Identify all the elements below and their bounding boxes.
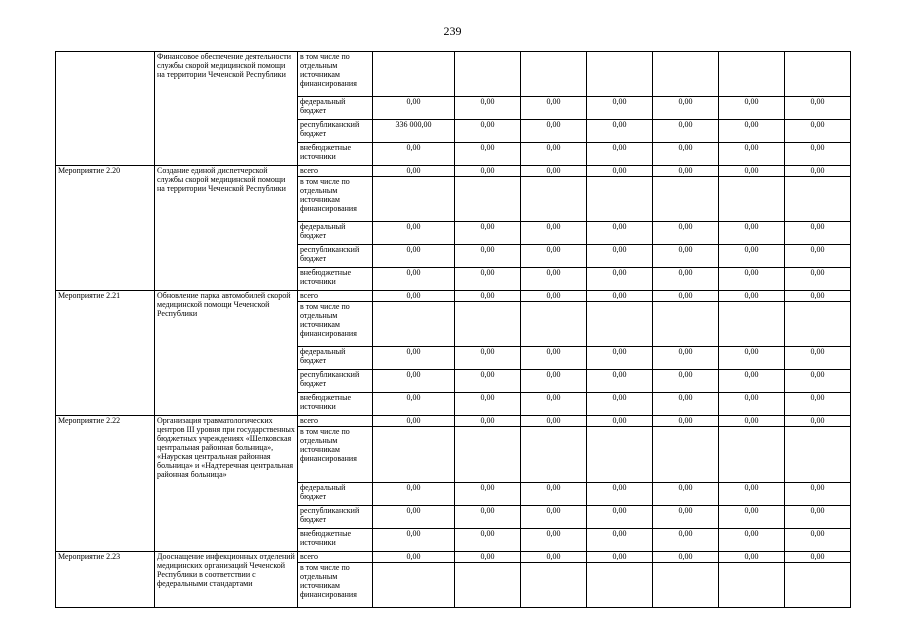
event-number — [56, 52, 155, 166]
amount-cell: 0,00 — [653, 245, 719, 268]
funding-source: республиканский бюджет — [298, 245, 373, 268]
amount-cell — [719, 427, 785, 483]
event-name: Финансовое обеспечение деятельности службы скорой медицинской помощи на территории Чеченской Республики — [155, 52, 298, 166]
funding-source: республиканский бюджет — [298, 120, 373, 143]
amount-cell: 0,00 — [719, 552, 785, 563]
amount-cell — [373, 563, 455, 608]
amount-cell: 0,00 — [373, 416, 455, 427]
amount-cell: 0,00 — [455, 166, 521, 177]
amount-cell: 0,00 — [785, 393, 851, 416]
amount-cell — [373, 177, 455, 222]
table-row — [56, 52, 851, 97]
amount-cell: 0,00 — [719, 347, 785, 370]
amount-cell — [719, 563, 785, 608]
amount-cell: 0,00 — [719, 393, 785, 416]
amount-cell: 0,00 — [521, 222, 587, 245]
amount-cell: 0,00 — [719, 245, 785, 268]
amount-cell: 0,00 — [785, 97, 851, 120]
event-name: Обновление парка автомобилей скорой медицинской помощи Чеченской Республики — [155, 291, 298, 416]
amount-cell: 0,00 — [373, 483, 455, 506]
amount-cell: 0,00 — [653, 347, 719, 370]
amount-cell — [785, 177, 851, 222]
amount-cell: 0,00 — [521, 291, 587, 302]
event-name: Организация травматологических центров III уровня при государственных бюджетных учреждениях «Шелковская центральная районная больница», «Наурская центральная районная больница» и «Надтеречная центральная районная больница» — [155, 416, 298, 552]
amount-cell: 0,00 — [653, 483, 719, 506]
funding-source: всего — [298, 552, 373, 563]
funding-source: федеральный бюджет — [298, 97, 373, 120]
event-number: Мероприятие 2.23 — [56, 552, 155, 608]
amount-cell: 0,00 — [587, 222, 653, 245]
event-number: Мероприятие 2.20 — [56, 166, 155, 291]
funding-source: всего — [298, 166, 373, 177]
amount-cell: 0,00 — [373, 291, 455, 302]
amount-cell: 0,00 — [785, 347, 851, 370]
amount-cell: 0,00 — [455, 222, 521, 245]
amount-cell: 0,00 — [373, 552, 455, 563]
amount-cell — [373, 302, 455, 347]
amount-cell: 0,00 — [455, 268, 521, 291]
funding-source: внебюджетные источники — [298, 143, 373, 166]
amount-cell — [521, 427, 587, 483]
table-row — [56, 552, 851, 563]
event-number: Мероприятие 2.22 — [56, 416, 155, 552]
table-row — [56, 416, 851, 427]
amount-cell: 0,00 — [521, 347, 587, 370]
amount-cell: 0,00 — [653, 370, 719, 393]
amount-cell — [455, 563, 521, 608]
amount-cell — [587, 52, 653, 97]
amount-cell — [521, 302, 587, 347]
amount-cell: 0,00 — [455, 370, 521, 393]
amount-cell: 0,00 — [653, 222, 719, 245]
amount-cell: 0,00 — [373, 268, 455, 291]
amount-cell: 0,00 — [653, 506, 719, 529]
amount-cell: 0,00 — [521, 245, 587, 268]
amount-cell: 0,00 — [373, 143, 455, 166]
amount-cell: 0,00 — [521, 166, 587, 177]
amount-cell: 0,00 — [653, 166, 719, 177]
amount-cell: 336 000,00 — [373, 120, 455, 143]
amount-cell: 0,00 — [455, 416, 521, 427]
amount-cell: 0,00 — [719, 120, 785, 143]
amount-cell — [785, 302, 851, 347]
amount-cell: 0,00 — [455, 120, 521, 143]
table-body — [56, 52, 851, 608]
amount-cell: 0,00 — [785, 483, 851, 506]
amount-cell: 0,00 — [587, 552, 653, 563]
amount-cell — [653, 52, 719, 97]
amount-cell: 0,00 — [719, 97, 785, 120]
amount-cell — [455, 427, 521, 483]
amount-cell: 0,00 — [455, 245, 521, 268]
amount-cell: 0,00 — [785, 166, 851, 177]
amount-cell: 0,00 — [373, 393, 455, 416]
amount-cell: 0,00 — [785, 370, 851, 393]
amount-cell: 0,00 — [521, 483, 587, 506]
amount-cell: 0,00 — [455, 347, 521, 370]
amount-cell: 0,00 — [373, 97, 455, 120]
funding-source: в том числе по отдельным источникам финансирования — [298, 427, 373, 483]
amount-cell: 0,00 — [521, 529, 587, 552]
amount-cell: 0,00 — [521, 506, 587, 529]
amount-cell: 0,00 — [653, 120, 719, 143]
funding-source: в том числе по отдельным источникам финансирования — [298, 177, 373, 222]
amount-cell — [521, 177, 587, 222]
amount-cell: 0,00 — [521, 552, 587, 563]
amount-cell: 0,00 — [521, 143, 587, 166]
amount-cell: 0,00 — [587, 143, 653, 166]
amount-cell — [785, 52, 851, 97]
amount-cell — [521, 52, 587, 97]
amount-cell: 0,00 — [521, 268, 587, 291]
amount-cell: 0,00 — [587, 245, 653, 268]
event-name: Создание единой диспетчерской службы скорой медицинской помощи на территории Чеченской Республики — [155, 166, 298, 291]
amount-cell — [455, 302, 521, 347]
amount-cell: 0,00 — [587, 120, 653, 143]
amount-cell: 0,00 — [587, 370, 653, 393]
amount-cell: 0,00 — [719, 529, 785, 552]
table-row — [56, 291, 851, 302]
event-name: Дооснащение инфекционных отделений медицинских организаций Чеченской Республики в соответствии с федеральными стандартами — [155, 552, 298, 608]
funding-source: в том числе по отдельным источникам финансирования — [298, 563, 373, 608]
amount-cell: 0,00 — [653, 143, 719, 166]
amount-cell — [455, 177, 521, 222]
amount-cell — [521, 563, 587, 608]
amount-cell — [785, 427, 851, 483]
funding-source: в том числе по отдельным источникам финансирования — [298, 302, 373, 347]
amount-cell: 0,00 — [521, 97, 587, 120]
amount-cell: 0,00 — [455, 393, 521, 416]
funding-source: федеральный бюджет — [298, 347, 373, 370]
amount-cell: 0,00 — [653, 393, 719, 416]
event-number: Мероприятие 2.21 — [56, 291, 155, 416]
amount-cell: 0,00 — [587, 393, 653, 416]
amount-cell: 0,00 — [785, 143, 851, 166]
amount-cell — [719, 52, 785, 97]
amount-cell — [653, 177, 719, 222]
amount-cell — [719, 177, 785, 222]
amount-cell: 0,00 — [587, 268, 653, 291]
amount-cell — [587, 302, 653, 347]
financing-table — [55, 51, 851, 608]
amount-cell: 0,00 — [653, 552, 719, 563]
amount-cell: 0,00 — [785, 245, 851, 268]
amount-cell — [653, 427, 719, 483]
amount-cell — [455, 52, 521, 97]
amount-cell: 0,00 — [719, 143, 785, 166]
amount-cell: 0,00 — [521, 416, 587, 427]
funding-source: внебюджетные источники — [298, 529, 373, 552]
amount-cell: 0,00 — [719, 506, 785, 529]
funding-source: в том числе по отдельным источникам финансирования — [298, 52, 373, 97]
amount-cell: 0,00 — [587, 506, 653, 529]
amount-cell: 0,00 — [455, 506, 521, 529]
amount-cell — [785, 563, 851, 608]
amount-cell — [719, 302, 785, 347]
amount-cell: 0,00 — [455, 483, 521, 506]
funding-source: республиканский бюджет — [298, 370, 373, 393]
amount-cell: 0,00 — [455, 97, 521, 120]
amount-cell: 0,00 — [719, 166, 785, 177]
amount-cell: 0,00 — [373, 166, 455, 177]
amount-cell: 0,00 — [785, 529, 851, 552]
amount-cell — [587, 177, 653, 222]
funding-source: республиканский бюджет — [298, 506, 373, 529]
amount-cell: 0,00 — [653, 291, 719, 302]
amount-cell: 0,00 — [785, 120, 851, 143]
amount-cell — [653, 302, 719, 347]
amount-cell: 0,00 — [587, 166, 653, 177]
amount-cell: 0,00 — [653, 97, 719, 120]
amount-cell: 0,00 — [521, 393, 587, 416]
amount-cell: 0,00 — [653, 416, 719, 427]
amount-cell — [373, 427, 455, 483]
table-row — [56, 166, 851, 177]
amount-cell: 0,00 — [455, 143, 521, 166]
amount-cell: 0,00 — [719, 370, 785, 393]
amount-cell: 0,00 — [455, 552, 521, 563]
amount-cell — [653, 563, 719, 608]
amount-cell: 0,00 — [785, 506, 851, 529]
amount-cell: 0,00 — [373, 347, 455, 370]
amount-cell: 0,00 — [373, 245, 455, 268]
amount-cell: 0,00 — [587, 416, 653, 427]
amount-cell: 0,00 — [373, 222, 455, 245]
amount-cell: 0,00 — [455, 529, 521, 552]
amount-cell: 0,00 — [653, 268, 719, 291]
amount-cell: 0,00 — [785, 416, 851, 427]
amount-cell: 0,00 — [373, 529, 455, 552]
amount-cell — [587, 563, 653, 608]
amount-cell: 0,00 — [587, 483, 653, 506]
funding-source: внебюджетные источники — [298, 268, 373, 291]
funding-source: федеральный бюджет — [298, 483, 373, 506]
page-number: 239 — [443, 24, 462, 38]
amount-cell: 0,00 — [587, 291, 653, 302]
amount-cell: 0,00 — [785, 552, 851, 563]
amount-cell: 0,00 — [785, 222, 851, 245]
amount-cell: 0,00 — [587, 529, 653, 552]
amount-cell: 0,00 — [785, 291, 851, 302]
amount-cell: 0,00 — [373, 506, 455, 529]
funding-source: всего — [298, 291, 373, 302]
amount-cell: 0,00 — [521, 370, 587, 393]
amount-cell: 0,00 — [719, 291, 785, 302]
amount-cell: 0,00 — [587, 347, 653, 370]
amount-cell: 0,00 — [719, 483, 785, 506]
amount-cell: 0,00 — [785, 268, 851, 291]
amount-cell: 0,00 — [719, 416, 785, 427]
amount-cell: 0,00 — [653, 529, 719, 552]
funding-source: внебюджетные источники — [298, 393, 373, 416]
amount-cell: 0,00 — [521, 120, 587, 143]
amount-cell — [373, 52, 455, 97]
amount-cell: 0,00 — [373, 370, 455, 393]
funding-source: федеральный бюджет — [298, 222, 373, 245]
funding-source: всего — [298, 416, 373, 427]
amount-cell: 0,00 — [455, 291, 521, 302]
amount-cell: 0,00 — [587, 97, 653, 120]
amount-cell: 0,00 — [719, 268, 785, 291]
amount-cell: 0,00 — [719, 222, 785, 245]
amount-cell — [587, 427, 653, 483]
